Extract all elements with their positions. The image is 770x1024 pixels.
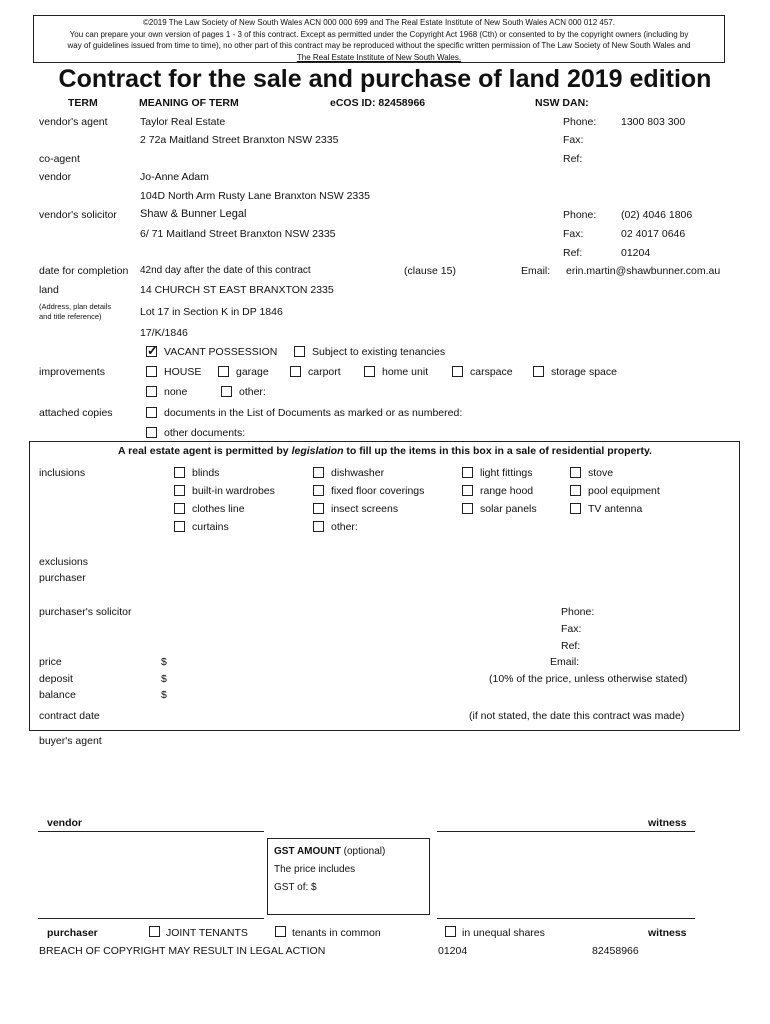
tv-antenna-checkbox[interactable] [570,503,581,514]
tenancies-checkbox[interactable] [294,346,305,357]
deposit-label: deposit [39,673,73,685]
pool-equipment-label: pool equipment [588,485,660,497]
land-address: 14 CHURCH ST EAST BRANXTON 2335 [140,284,334,296]
co-agent-ref-label: Ref: [563,153,583,165]
vacant-possession-checkbox[interactable] [146,346,157,357]
purchasers-solicitor-label: purchaser's solicitor [39,606,132,618]
vendors-solicitor-label: vendor's solicitor [39,209,117,221]
joint-tenants-label: JOINT TENANTS [166,927,248,939]
dishwasher-checkbox[interactable] [313,467,324,478]
blinds-checkbox[interactable] [174,467,185,478]
floor-coverings-label: fixed floor coverings [331,485,425,497]
tenants-in-common-checkbox[interactable] [275,926,286,937]
witness-label: witness [648,927,687,939]
deposit-currency: $ [161,673,167,685]
vendors-solicitor-phone: (02) 4046 1806 [621,209,693,221]
home-unit-label: home unit [382,366,429,378]
floor-coverings-checkbox[interactable] [313,485,324,496]
tv-antenna-label: TV antenna [588,503,643,515]
other-inclusions-checkbox[interactable] [313,521,324,532]
curtains-label: curtains [192,521,229,533]
copyright-line: The Real Estate Institute of New South Wales. [296,52,462,62]
purchasers-solicitor-email-label: Email: [550,656,580,668]
other-improvements-label: other: [239,386,266,398]
meaning-header: MEANING OF TERM [139,97,239,109]
stove-checkbox[interactable] [570,467,581,478]
insect-screens-label: insect screens [331,503,399,515]
vendors-agent-phone: 1300 803 300 [621,116,686,128]
copyright-line: You can prepare your own version of pages 1 - 3 of this contract. Except as permitted under the Copyright Act 1968 (Cth) or consented to by the copyright owners (including by [69,29,689,39]
clothes-line-checkbox[interactable] [174,503,185,514]
deposit-note: (10% of the price, unless otherwise stated) [489,673,688,685]
other-documents-checkbox[interactable] [146,427,157,438]
purchaser-signature-line [38,918,264,919]
vendor-label: vendor [39,171,72,183]
gst-optional: (optional) [340,846,386,857]
vendors-agent-phone-label: Phone: [563,116,597,128]
documents-label: documents in the List of Documents as marked or as numbered: [164,407,463,419]
home-unit-checkbox[interactable] [364,366,375,377]
stove-label: stove [588,467,614,479]
land-title-ref: 17/K/1846 [140,327,188,339]
land-lot: Lot 17 in Section K in DP 1846 [140,306,283,318]
other-inclusions-label: other: [331,521,358,533]
dishwasher-label: dishwasher [331,467,385,479]
balance-currency: $ [161,689,167,701]
purchaser-witness-line [437,918,695,919]
purchasers-solicitor-ref-label: Ref: [561,640,581,652]
price-currency: $ [161,656,167,668]
completion-label: date for completion [39,265,129,277]
documents-checkbox[interactable] [146,407,157,418]
gst-title-bold: GST AMOUNT [274,846,341,857]
vendor-signature-label: vendor [47,817,83,829]
footer-ref: 01204 [438,945,468,957]
range-hood-checkbox[interactable] [462,485,473,496]
balance-label: balance [39,689,76,701]
tenants-in-common-label: tenants in common [292,927,381,939]
contract-date-label: contract date [39,710,100,722]
ecos-id: eCOS ID: 82458966 [330,97,426,109]
copyright-line: ©2019 The Law Society of New South Wales ACN 000 000 699 and The Real Estate Institute of New South Wales ACN 000 012 457. [143,18,615,27]
range-hood-label: range hood [480,485,534,497]
gst-title [274,846,385,857]
land-sublabel: and title reference) [39,312,102,321]
gst-includes: The price includes [274,864,356,875]
vendors-agent-address: 2 72a Maitland Street Branxton NSW 2335 [140,134,339,146]
curtains-checkbox[interactable] [174,521,185,532]
blinds-label: blinds [192,467,220,479]
vendor-name: Jo-Anne Adam [140,171,209,183]
inclusions-label: inclusions [39,467,86,479]
none-label: none [164,386,188,398]
contract-date-note: (if not stated, the date this contract was made) [469,710,685,722]
garage-checkbox[interactable] [218,366,229,377]
improvements-label: improvements [39,366,105,378]
carspace-label: carspace [470,366,513,378]
carspace-checkbox[interactable] [452,366,463,377]
page-title: Contract for the sale and purchase of land 2019 edition [58,65,712,93]
land-label: land [39,284,59,296]
house-checkbox[interactable] [146,366,157,377]
unequal-shares-label: in unequal shares [462,927,545,939]
storage-space-label: storage space [551,366,617,378]
clothes-line-label: clothes line [192,503,245,515]
re-box-heading-em: legislation [291,445,344,457]
solar-panels-label: solar panels [480,503,537,515]
vendors-solicitor-ref: 01204 [621,247,651,259]
carport-label: carport [308,366,341,378]
tenancies-label: Subject to existing tenancies [312,346,446,358]
vendors-agent-fax-label: Fax: [563,134,584,146]
breach-notice: BREACH OF COPYRIGHT MAY RESULT IN LEGAL ACTION [39,945,326,957]
wardrobes-checkbox[interactable] [174,485,185,496]
solicitor-email: erin.martin@shawbunner.com.au [566,265,721,277]
term-header: TERM [68,97,98,109]
other-documents-label: other documents: [164,427,246,439]
vendors-agent-label: vendor's agent [39,116,108,128]
copyright-line: way of guidelines issued from time to time), no other part of this contract may be reproduced without the specific written permission of The Law Society of New South Wales and [67,41,691,50]
vendors-solicitor-name: Shaw & Bunner Legal [140,208,247,220]
re-box-heading-post: to fill up the items in this box in a sale of residential property. [343,445,652,457]
other-improvements-checkbox[interactable] [221,386,232,397]
co-agent-label: co-agent [39,153,80,165]
house-label: HOUSE [164,366,202,378]
vendor-address: 104D North Arm Rusty Lane Branxton NSW 2335 [140,190,370,202]
completion-clause: (clause 15) [404,265,456,277]
purchaser-label: purchaser [39,572,86,584]
gst-amount-box [267,838,430,915]
vendors-solicitor-fax: 02 4017 0646 [621,228,686,240]
insect-screens-checkbox[interactable] [313,503,324,514]
storage-space-checkbox[interactable] [533,366,544,377]
joint-tenants-checkbox[interactable] [149,926,160,937]
buyers-agent-label: buyer's agent [39,735,102,747]
pool-equipment-checkbox[interactable] [570,485,581,496]
nsw-dan: NSW DAN: [535,97,589,109]
garage-label: garage [236,366,269,378]
re-box-heading-pre: A real estate agent is permitted by [118,445,292,457]
vendors-solicitor-phone-label: Phone: [563,209,597,221]
completion-value: 42nd day after the date of this contract [140,265,311,276]
copyright-notice [33,15,725,63]
vendor-signature-line [38,831,264,832]
vacant-possession-label: VACANT POSSESSION [164,346,278,358]
unequal-shares-checkbox[interactable] [445,926,456,937]
wardrobes-label: built-in wardrobes [192,485,275,497]
exclusions-label: exclusions [39,556,89,568]
vendors-agent-name: Taylor Real Estate [140,116,226,128]
vendors-solicitor-address: 6/ 71 Maitland Street Branxton NSW 2335 [140,228,336,240]
purchasers-solicitor-fax-label: Fax: [561,623,582,635]
vendors-solicitor-ref-label: Ref: [563,247,583,259]
gst-of: GST of: $ [274,882,317,893]
solar-panels-checkbox[interactable] [462,503,473,514]
attached-copies-label: attached copies [39,407,113,419]
purchaser-signature-label: purchaser [47,927,98,939]
light-fittings-label: light fittings [480,467,533,479]
footer-id: 82458966 [592,945,639,957]
carport-checkbox[interactable] [290,366,301,377]
re-box-heading [0,445,770,457]
solicitor-email-label: Email: [521,265,551,277]
none-checkbox[interactable] [146,386,157,397]
land-sublabel: (Address, plan details [39,302,112,311]
vendor-witness-line [437,831,695,832]
witness-label: witness [648,817,687,829]
purchasers-solicitor-phone-label: Phone: [561,606,595,618]
price-label: price [39,656,62,668]
light-fittings-checkbox[interactable] [462,467,473,478]
vendors-solicitor-fax-label: Fax: [563,228,584,240]
